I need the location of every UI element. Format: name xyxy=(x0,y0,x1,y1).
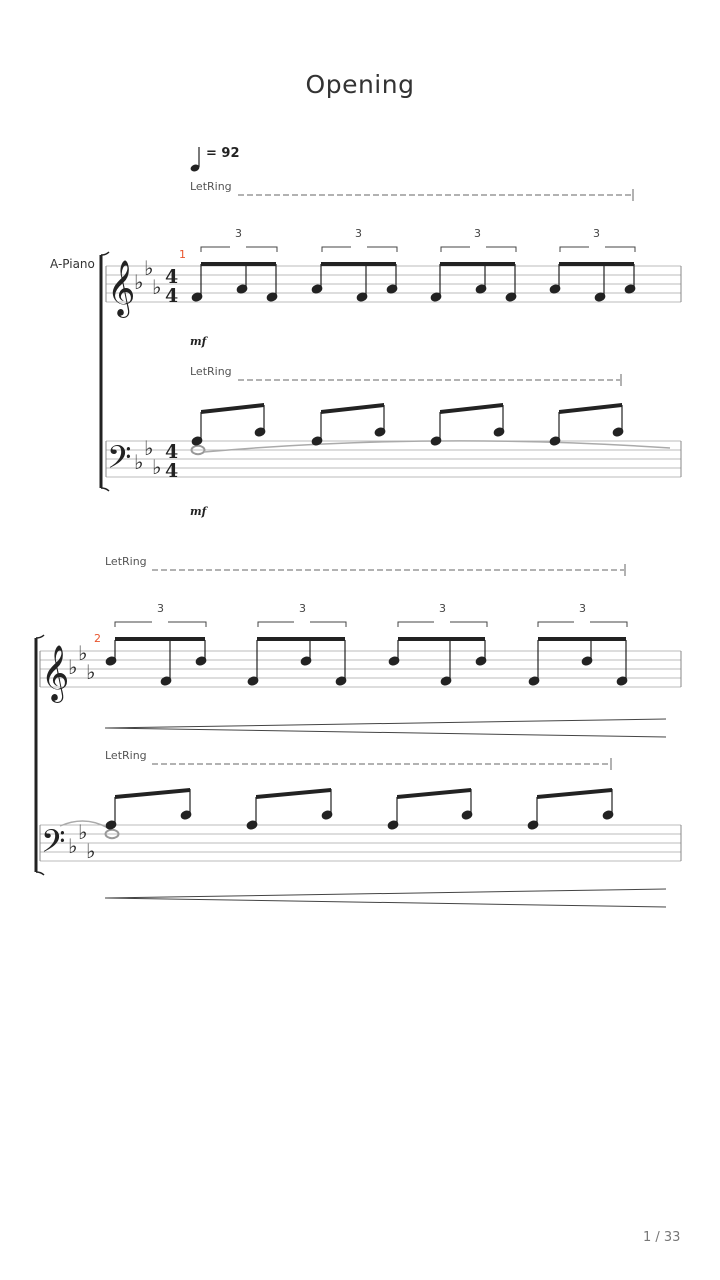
dynamic-mf: mf xyxy=(190,335,207,348)
let-ring-label: LetRing xyxy=(105,555,147,568)
tempo-value: = 92 xyxy=(206,146,240,161)
svg-text:♭: ♭ xyxy=(134,450,144,474)
treble-clef-icon: 𝄞 xyxy=(107,260,136,316)
treble-clef-icon: 𝄞 xyxy=(41,645,70,701)
let-ring-line xyxy=(152,564,625,576)
svg-text:♭: ♭ xyxy=(144,436,154,460)
svg-text:♭: ♭ xyxy=(86,660,96,684)
instrument-name: A-Piano xyxy=(50,257,95,271)
bass-clef-icon: 𝄢 xyxy=(41,823,66,867)
svg-text:♭: ♭ xyxy=(86,839,96,863)
svg-text:♭: ♭ xyxy=(68,655,78,679)
key-signature-flats xyxy=(134,436,161,479)
measure-number: 2 xyxy=(94,632,101,645)
bass-staff xyxy=(106,441,681,477)
triplet-marker: 3 xyxy=(235,227,242,240)
let-ring-line xyxy=(238,374,621,386)
bass-staff xyxy=(40,825,681,861)
svg-text:4: 4 xyxy=(165,266,179,288)
svg-text:♭: ♭ xyxy=(152,275,162,299)
treble-staff xyxy=(40,651,681,687)
triplet-marker: 3 xyxy=(299,602,306,615)
triplet-marker: 3 xyxy=(439,602,446,615)
time-signature xyxy=(165,441,178,482)
svg-text:4: 4 xyxy=(165,285,179,307)
let-ring-label: LetRing xyxy=(190,180,232,193)
svg-text:♭: ♭ xyxy=(134,270,144,294)
let-ring-label: LetRing xyxy=(190,365,232,378)
triplet-brackets xyxy=(115,622,627,627)
score-title: Opening xyxy=(305,70,415,99)
let-ring-line xyxy=(152,758,611,770)
treble-notes-m1 xyxy=(191,262,636,302)
svg-text:4: 4 xyxy=(165,460,179,482)
measure-number: 1 xyxy=(179,248,186,261)
hairpin-decrescendo xyxy=(105,719,666,737)
triplet-marker: 3 xyxy=(579,602,586,615)
bass-notes-m2 xyxy=(60,788,614,838)
svg-text:♭: ♭ xyxy=(152,455,162,479)
svg-text:4: 4 xyxy=(165,441,179,463)
time-signature xyxy=(165,266,178,307)
triplet-brackets xyxy=(201,247,635,252)
triplet-marker: 3 xyxy=(593,227,600,240)
svg-text:♭: ♭ xyxy=(78,820,88,844)
dynamic-mf: mf xyxy=(190,505,207,518)
key-signature-flats xyxy=(68,820,95,863)
hairpin-decrescendo xyxy=(105,889,666,907)
svg-text:♭: ♭ xyxy=(144,256,154,280)
page-indicator: 1 / 33 xyxy=(643,1230,681,1245)
let-ring-label: LetRing xyxy=(105,749,147,762)
bass-clef-icon: 𝄢 xyxy=(107,439,132,483)
treble-notes-m2 xyxy=(105,637,628,686)
let-ring-line xyxy=(238,189,633,201)
svg-text:♭: ♭ xyxy=(68,834,78,858)
triplet-marker: 3 xyxy=(474,227,481,240)
triplet-marker: 3 xyxy=(157,602,164,615)
bass-notes-m1 xyxy=(191,403,670,454)
svg-text:♭: ♭ xyxy=(78,641,88,665)
triplet-marker: 3 xyxy=(355,227,362,240)
